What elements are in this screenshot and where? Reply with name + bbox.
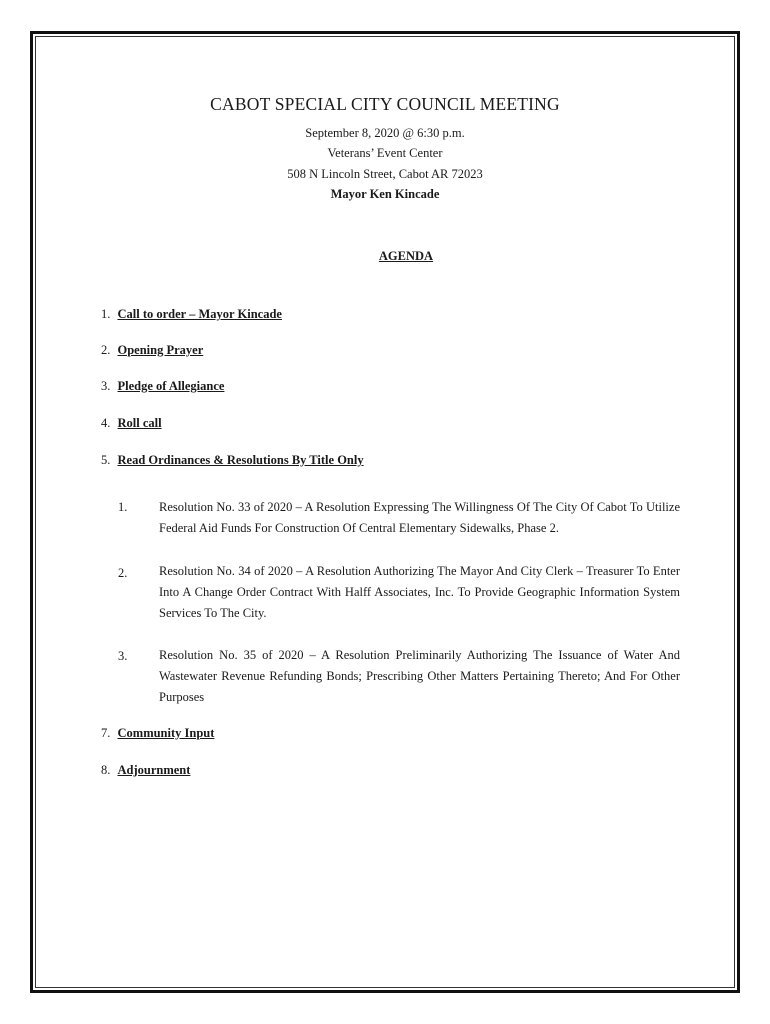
- meeting-address: 508 N Lincoln Street, Cabot AR 72023: [287, 167, 483, 181]
- agenda-item-number: 3.: [101, 379, 111, 393]
- agenda-item-label: Community Input: [117, 726, 215, 740]
- resolution-text: Resolution No. 33 of 2020 – A Resolution Expressing The Willingness Of The City Of Cabot To Utilize Federal Aid Funds For Construction Of Central Elementary Sidewalks, Phase 2.: [159, 500, 680, 535]
- mayor-name: Mayor Ken Kincade: [330, 187, 440, 201]
- agenda-item-number: 1.: [101, 307, 111, 321]
- agenda-item-pledge: [101, 379, 224, 394]
- agenda-item-adjournment: [101, 763, 190, 778]
- agenda-item-roll-call: [101, 416, 162, 431]
- meeting-date: September 8, 2020 @ 6:30 p.m.: [305, 126, 465, 140]
- agenda-item-label: Roll call: [117, 416, 162, 430]
- resolution-number: 2.: [118, 566, 128, 580]
- agenda-item-number: 2.: [101, 343, 111, 357]
- agenda-item-label: Call to order – Mayor Kincade: [117, 307, 282, 321]
- meeting-venue: Veterans’ Event Center: [327, 146, 443, 160]
- resolution-text: Resolution No. 34 of 2020 – A Resolution Authorizing The Mayor And City Clerk – Treasurer To Enter Into A Change Order Contract With Halff Associates, Inc. To Provide Geographic Information System Services To The City.: [159, 564, 680, 620]
- agenda-item-call-to-order: [101, 307, 282, 322]
- agenda-heading-text: AGENDA: [378, 249, 434, 263]
- agenda-item-number: 7.: [101, 726, 111, 740]
- agenda-item-opening-prayer: [101, 343, 203, 358]
- agenda-item-label: Adjournment: [117, 763, 191, 777]
- agenda-item-community-input: [101, 726, 214, 741]
- meeting-title: CABOT SPECIAL CITY COUNCIL MEETING: [210, 94, 560, 114]
- agenda-item-number: 4.: [101, 416, 111, 430]
- agenda-item-label: Opening Prayer: [117, 343, 204, 357]
- agenda-item-label: Pledge of Allegiance: [117, 379, 225, 393]
- agenda-heading: [0, 249, 770, 264]
- agenda-item-read-ordinances: [101, 453, 364, 468]
- agenda-item-label: Read Ordinances & Resolutions By Title Only: [117, 453, 364, 467]
- resolution-text: Resolution No. 35 of 2020 – A Resolution Preliminarily Authorizing The Issuance of Water And Wastewater Revenue Refunding Bonds; Prescribing Other Matters Pertaining Thereto; And For Other Purposes: [159, 648, 680, 704]
- resolution-number: 3.: [118, 649, 128, 663]
- agenda-item-number: 8.: [101, 763, 111, 777]
- agenda-item-number: 5.: [101, 453, 111, 467]
- resolution-number: 1.: [118, 500, 128, 514]
